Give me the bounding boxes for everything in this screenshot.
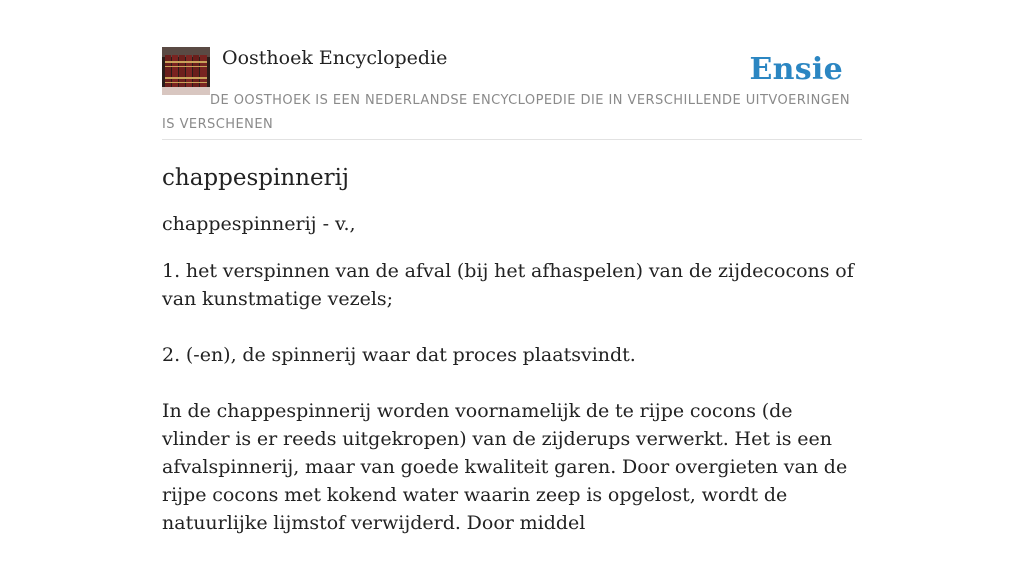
page-title: chappespinnerij — [162, 165, 350, 191]
brand-logo[interactable]: Ensie — [749, 52, 843, 87]
avatar-image — [162, 47, 210, 95]
definition-paragraph-1: 1. het verspinnen van de afval (bij het afhaspelen) van de zijdecocons of van kunstmatige vezels; — [162, 260, 854, 310]
description-paragraph: In de chappespinnerij worden voornamelijk de te rijpe cocons (de vlinder is er reeds uitgekropen) van de zijderups verwerkt. Het is een afvalspinnerij, maar van goede kwaliteit garen. Door overgieten van de rijpe cocons met kokend water waarin zeep is opgelost, wordt de natuurlijke lijmstof verwijderd. Door middel — [162, 400, 848, 534]
source-name[interactable]: Oosthoek Encyclopedie — [222, 47, 448, 69]
article — [162, 160, 862, 565]
site-header — [162, 46, 862, 140]
definition-paragraph-2: 2. (-en), de spinnerij waar dat proces plaatsvindt. — [162, 344, 636, 366]
definition-head: chappespinnerij - v., — [162, 213, 356, 235]
encyclopedia-books-icon[interactable] — [162, 47, 210, 95]
source-tagline: DE OOSTHOEK IS EEN NEDERLANDSE ENCYCLOPEDIE DIE IN VERSCHILLENDE UITVOERINGEN IS VERSCHENEN — [162, 93, 851, 132]
